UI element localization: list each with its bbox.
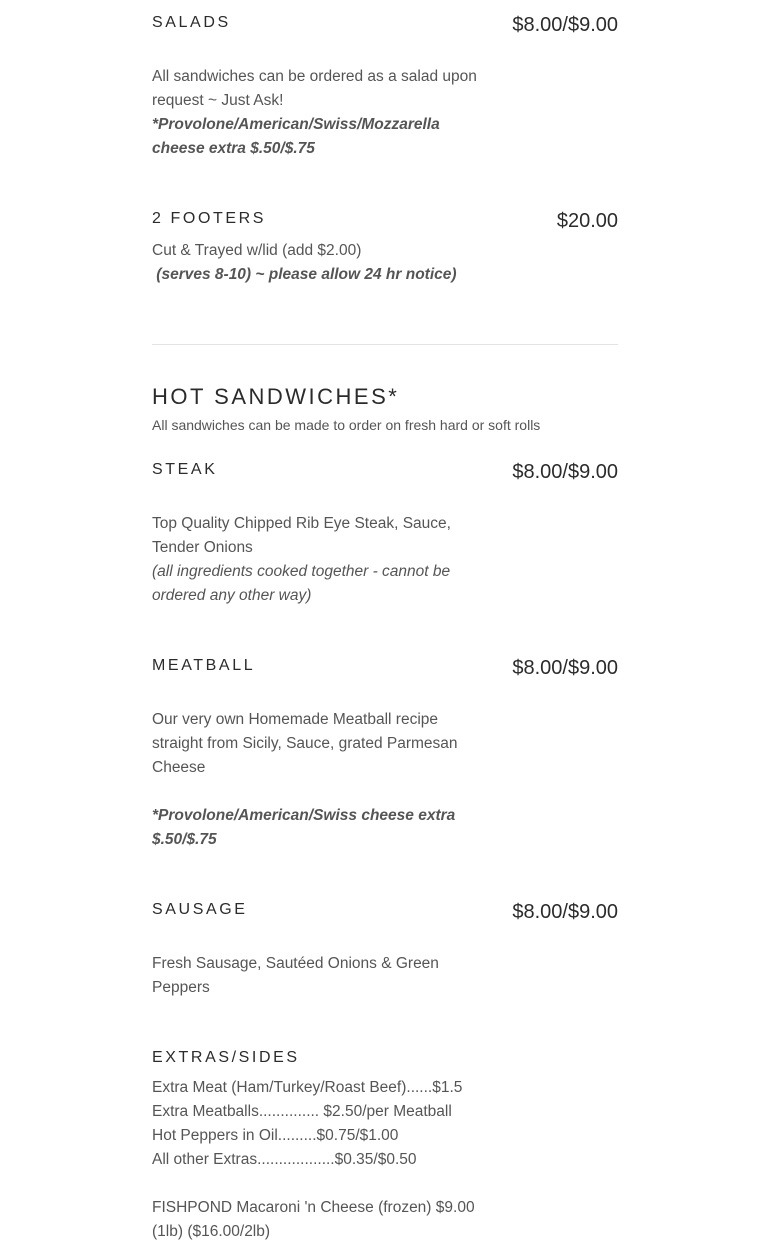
notice-note: (serves 8-10) ~ please allow 24 hr notice) [152,266,457,283]
item-title: SALADS [152,14,231,31]
description-text: Cut & Trayed w/lid (add $2.00) [152,242,362,259]
cooking-note: (all ingredients cooked together - cannot be ordered any other way) [152,563,451,604]
item-description [152,708,487,852]
cheese-note: *Provolone/American/Swiss/Mozzarella cheese extra $.50/$.75 [152,116,440,157]
extras-line: Hot Peppers in Oil.........$0.75/$1.00 [152,1127,399,1144]
fishpond-line: FISHPOND Macaroni 'n Cheese (frozen) $9.00 (1lb) ($16.00/2lb) [152,1199,475,1240]
section-title: HOT SANDWICHES* [152,384,400,409]
description-text: Our very own Homemade Meatball recipe straight from Sicily, Sauce, grated Parmesan Cheese [152,711,458,776]
item-title: SAUSAGE [152,901,248,918]
section-divider [152,344,618,345]
description-text: All sandwiches can be ordered as a salad upon request ~ Just Ask! [152,68,477,109]
item-description [152,239,492,287]
item-description [152,1076,497,1244]
item-description [152,512,487,608]
item-price: $8.00/$9.00 [512,657,618,679]
item-price: $8.00/$9.00 [512,461,618,483]
extras-line: Extra Meat (Ham/Turkey/Roast Beef)......$1.5 [152,1079,463,1096]
description-text: Fresh Sausage, Sautéed Onions & Green Peppers [152,955,439,996]
item-title: MEATBALL [152,657,256,674]
item-price: $20.00 [556,210,618,232]
item-title: 2 FOOTERS [152,210,267,227]
cheese-note: *Provolone/American/Swiss cheese extra $.50/$.75 [152,807,456,848]
item-price: $8.00/$9.00 [512,14,618,36]
description-text: Top Quality Chipped Rib Eye Steak, Sauce, Tender Onions [152,515,451,556]
item-description [152,65,487,161]
extras-line: Extra Meatballs.............. $2.50/per Meatball [152,1103,452,1120]
section-subtitle: All sandwiches can be made to order on fresh hard or soft rolls [152,417,541,433]
item-title: STEAK [152,461,218,478]
item-description [152,952,487,1000]
item-title: EXTRAS/SIDES [152,1049,300,1066]
item-price: $8.00/$9.00 [512,901,618,923]
extras-line: All other Extras..................$0.35/$0.50 [152,1151,417,1168]
